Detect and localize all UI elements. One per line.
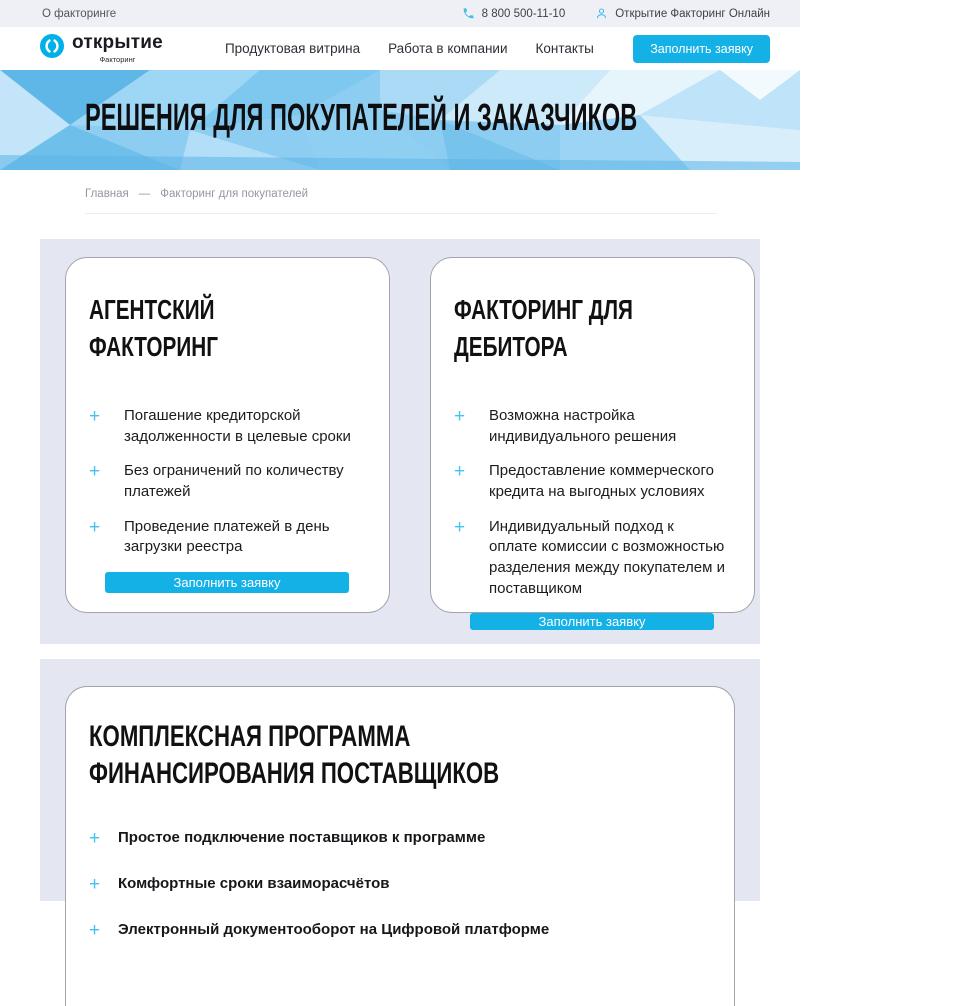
breadcrumb [0,170,800,200]
program-title: КОМПЛЕКСНАЯ ПРОГРАММА ФИНАНСИРОВАНИЯ ПОСТАВЩИКОВ [89,720,500,790]
breadcrumb-divider [85,213,717,214]
list-item: + Предоставление коммерческого кредита на выгодных условиях [454,461,730,502]
plus-icon: + [89,828,101,850]
main-nav [225,41,594,56]
card-supplier-financing-program [65,686,735,1006]
logo-text [72,33,163,64]
plus-icon: + [89,405,101,427]
nav-item-product-showcase[interactable]: Продуктовая витрина [224,41,361,56]
plus-icon: + [89,461,101,483]
plus-icon: + [454,405,466,427]
online-account-link[interactable] [595,7,770,20]
list-item: + Без ограничений по количеству платежей [89,461,365,502]
list-item: + Электронный документооборот на Цифровой платформе [89,919,550,941]
card-title: ФАКТОРИНГ ДЛЯ ДЕБИТОРА [454,294,633,362]
bullet-list [89,828,704,966]
list-item: + Простое подключение поставщиков к программе [89,828,486,850]
online-account-label: Открытие Факторинг Онлайн [615,7,770,20]
list-item: + Возможна настройка индивидуального решения [454,406,730,447]
card-agency-factoring [65,257,390,613]
plus-icon: + [89,874,101,896]
plus-icon: + [454,461,466,483]
about-factoring-link[interactable]: О факторинге [42,7,117,20]
otkritie-logo-icon [40,34,64,58]
debtor-apply-button[interactable]: Заполнить заявку [470,613,714,630]
main-header [0,27,800,70]
list-item: + Погашение кредиторской задолженности в целевые сроки [89,406,365,447]
page-title: РЕШЕНИЯ ДЛЯ ПОКУПАТЕЛЕЙ И ЗАКАЗЧИКОВ [85,96,638,139]
card-title: АГЕНТСКИЙ ФАКТОРИНГ [89,294,218,362]
product-cards-section [40,239,760,644]
nav-item-contacts[interactable]: Контакты [535,41,594,56]
user-icon [595,7,608,20]
top-utility-bar [0,0,800,27]
list-item: + Проведение платежей в день загрузки реестра [89,517,365,558]
program-section [40,659,760,941]
plus-icon: + [89,919,101,941]
bullet-list [89,406,365,572]
breadcrumb-separator: — [138,188,151,200]
bullet-list [454,406,730,614]
agency-apply-button[interactable]: Заполнить заявку [105,572,349,593]
list-item: + Комфортные сроки взаиморасчётов [89,874,390,896]
header-apply-button[interactable]: Заполнить заявку [633,35,770,63]
phone-link[interactable] [462,7,566,20]
plus-icon: + [454,516,466,538]
logo-subtitle: Факторинг [99,54,136,64]
card-debtor-factoring [430,257,755,630]
hero-banner [0,70,800,170]
plus-icon: + [89,516,101,538]
list-item: + Индивидуальный подход к оплате комиссии с возможностью разделения между покупателем и поставщиком [454,517,730,600]
breadcrumb-current: Факторинг для покупателей [160,188,309,200]
logo[interactable] [40,33,163,64]
topbar-right-group [462,7,770,20]
phone-icon [462,7,475,20]
phone-number: 8 800 500-11-10 [481,7,566,20]
breadcrumb-home[interactable]: Главная [85,188,129,200]
nav-item-careers[interactable]: Работа в компании [388,41,508,56]
logo-title: открытие [72,32,163,54]
